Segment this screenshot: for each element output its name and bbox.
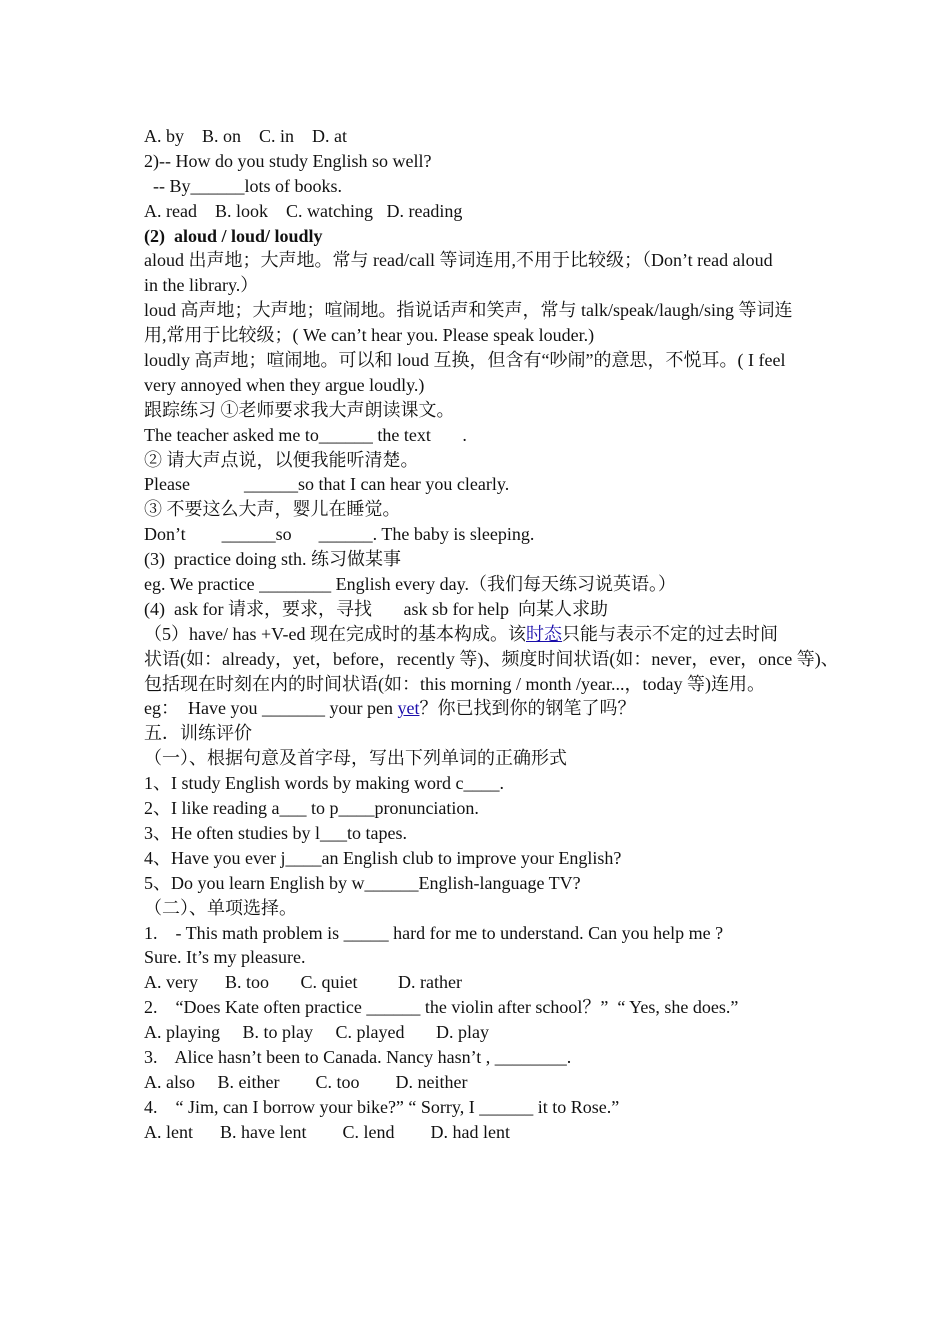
line-text: ③ 不要这么大声，婴儿在睡觉。 [144, 499, 401, 520]
text-line [144, 1045, 820, 1070]
line-text: A. also B. either C. too D. neither [144, 1071, 468, 1092]
line-text: loudly 高声地；喧闹地。可以和 loud 互换，但含有“吵闹”的意思，不悦耳。( I feel [144, 350, 786, 371]
line-text: 跟踪练习 ①老师要求我大声朗读课文。 [144, 399, 455, 420]
line-text: eg. We practice ________ English every day.（我们每天练习说英语。） [144, 574, 676, 595]
line-text: in the library.） [144, 275, 259, 296]
line-text: The teacher asked me to______ the text . [144, 424, 467, 445]
line-text: A. playing B. to play C. played D. play [144, 1022, 489, 1043]
line-text: ② 请大声点说，以便我能听清楚。 [144, 449, 419, 470]
line-text: loud 高声地；大声地；喧闹地。指说话声和笑声，常与 talk/speak/laugh/sing 等词连 [144, 300, 793, 321]
text-line [144, 174, 820, 199]
text-line [144, 224, 820, 249]
text-line [144, 572, 820, 597]
text-line [144, 248, 820, 273]
text-line [144, 1095, 820, 1120]
text-line [144, 273, 820, 298]
hyperlink[interactable]: yet [397, 698, 420, 719]
text-line [144, 149, 820, 174]
line-text: (3) practice doing sth. 练习做某事 [144, 549, 401, 570]
line-text-after-link: ？你已找到你的钢笔了吗？ [419, 698, 636, 719]
line-text: very annoyed when they argue loudly.) [144, 374, 425, 395]
text-line [144, 921, 820, 946]
line-text: eg： Have you _______ your pen [144, 698, 398, 719]
text-line [144, 1120, 820, 1145]
text-line [144, 970, 820, 995]
line-text: 用,常用于比较级；( We can’t hear you. Please speak louder.) [144, 325, 595, 346]
line-text: A. by B. on C. in D. at [144, 126, 348, 146]
text-line [144, 124, 820, 149]
line-text-after-link: 只能与表示不定的过去时间 [561, 623, 778, 644]
line-text: A. lent B. have lent C. lend D. had lent [144, 1121, 510, 1142]
line-text: Sure. It’s my pleasure. [144, 947, 306, 968]
line-text: （5）have/ has +V-ed 现在完成时的基本构成。该 [144, 623, 526, 644]
line-text: （一）、根据句意及首字母，写出下列单词的正确形式 [144, 748, 567, 769]
text-line [144, 199, 820, 224]
text-line [144, 945, 820, 970]
text-line [144, 373, 820, 398]
line-text: (2) aloud / loud/ loudly [144, 225, 323, 246]
line-text: A. very B. too C. quiet D. rather [144, 972, 462, 993]
line-text: 3. Alice hasn’t been to Canada. Nancy hasn’t , ________. [144, 1046, 572, 1067]
text-line [144, 398, 820, 423]
text-line [144, 696, 820, 721]
text-line [144, 547, 820, 572]
line-text: 1、I study English words by making word c____. [144, 773, 504, 794]
text-line [144, 348, 820, 373]
text-line [144, 721, 820, 746]
text-line [144, 298, 820, 323]
line-text: 状语(如：already，yet，before，recently 等)、频度时间状语(如：never，ever，once 等)、 [144, 648, 839, 669]
line-text: 5、Do you learn English by w______English-language TV? [144, 872, 581, 893]
text-line [144, 1020, 820, 1045]
line-text: Please ______so that I can hear you clearly. [144, 474, 510, 495]
line-text: Don’t ______so ______. The baby is sleeping. [144, 524, 535, 545]
line-text: 2、I like reading a___ to p____pronunciation. [144, 798, 479, 819]
line-text: aloud 出声地；大声地。常与 read/call 等词连用,不用于比较级；（Don’t read aloud [144, 250, 773, 271]
document-body [144, 124, 839, 1145]
line-text: 包括现在时刻在内的时间状语(如：this morning / month /year...，today 等)连用。 [144, 673, 765, 694]
text-line [144, 771, 820, 796]
text-line [144, 896, 820, 921]
line-text: 2. “Does Kate often practice ______ the violin after school？” “ Yes, she does.” [144, 997, 739, 1018]
text-line [144, 1070, 820, 1095]
line-text: 2)-- How do you study English so well? [144, 150, 432, 171]
text-line [144, 323, 820, 348]
text-line [144, 472, 820, 497]
text-line [144, 672, 820, 697]
line-text: 1. - This math problem is _____ hard for me to understand. Can you help me ? [144, 922, 724, 943]
text-line [144, 597, 820, 622]
line-text: (4) ask for 请求，要求，寻找 ask sb for help 向某人求助 [144, 598, 608, 619]
text-line [144, 423, 820, 448]
text-line [144, 821, 820, 846]
line-text: 4. “ Jim, can I borrow your bike?” “ Sorry, I ______ it to Rose.” [144, 1096, 620, 1117]
line-text: A. read B. look C. watching D. reading [144, 200, 463, 221]
text-line [144, 522, 820, 547]
line-text: -- By______lots of books. [144, 175, 342, 196]
line-text: 3、He often studies by l___to tapes. [144, 822, 407, 843]
hyperlink[interactable]: 时态 [525, 623, 562, 644]
line-text: 五．训练评价 [144, 723, 252, 744]
text-line [144, 647, 839, 672]
text-line [144, 448, 820, 473]
text-line [144, 846, 820, 871]
text-line [144, 796, 820, 821]
text-line [144, 746, 820, 771]
line-text: （二）、单项选择。 [144, 897, 297, 918]
text-line [144, 871, 820, 896]
text-line [144, 622, 820, 647]
line-text: 4、Have you ever j____an English club to improve your English? [144, 847, 622, 868]
text-line [144, 995, 820, 1020]
text-line [144, 497, 820, 522]
